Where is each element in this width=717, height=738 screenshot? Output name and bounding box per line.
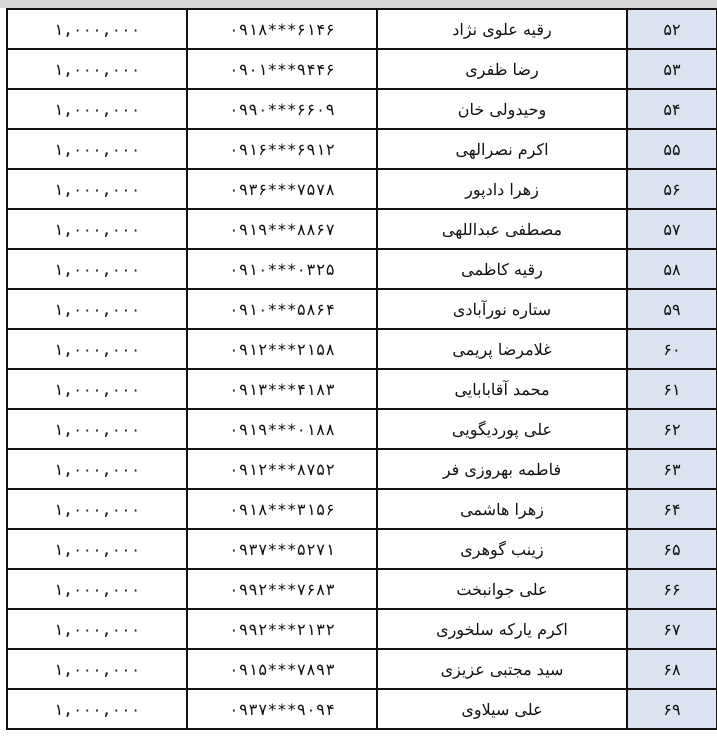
name-cell: سید مجتبی عزیزی (377, 649, 627, 689)
name-cell: علی جوانبخت (377, 569, 627, 609)
name-cell: محمد آقابابایی (377, 369, 627, 409)
amount-cell: ۱,۰۰۰,۰۰۰ (7, 49, 187, 89)
amount-cell: ۱,۰۰۰,۰۰۰ (7, 409, 187, 449)
row-number-cell: ۵۵ (627, 129, 717, 169)
name-cell: علی پوردیگویی (377, 409, 627, 449)
row-number-cell: ۵۷ (627, 209, 717, 249)
table-row (7, 449, 717, 489)
amount-cell: ۱,۰۰۰,۰۰۰ (7, 89, 187, 129)
amount-cell: ۱,۰۰۰,۰۰۰ (7, 689, 187, 729)
phone-cell: ۰۹۱۹***۸۸۶۷ (187, 209, 377, 249)
row-number-cell: ۵۸ (627, 249, 717, 289)
table-row (7, 329, 717, 369)
amount-cell: ۱,۰۰۰,۰۰۰ (7, 449, 187, 489)
phone-cell: ۰۹۱۳***۴۱۸۳ (187, 369, 377, 409)
row-number-cell: ۶۷ (627, 609, 717, 649)
phone-cell: ۰۹۱۲***۸۷۵۲ (187, 449, 377, 489)
row-number-cell: ۵۹ (627, 289, 717, 329)
row-number-cell: ۵۳ (627, 49, 717, 89)
row-number-cell: ۶۹ (627, 689, 717, 729)
table-row (7, 489, 717, 529)
name-cell: اکرم یارکه سلخوری (377, 609, 627, 649)
name-cell: علی سیلاوی (377, 689, 627, 729)
name-cell: زینب گوهری (377, 529, 627, 569)
phone-cell: ۰۹۱۸***۶۱۴۶ (187, 9, 377, 49)
phone-cell: ۰۹۱۵***۷۸۹۳ (187, 649, 377, 689)
table-row (7, 49, 717, 89)
table-row (7, 569, 717, 609)
amount-cell: ۱,۰۰۰,۰۰۰ (7, 289, 187, 329)
name-cell: رقیه کاظمی (377, 249, 627, 289)
phone-cell: ۰۹۱۸***۳۱۵۶ (187, 489, 377, 529)
row-number-cell: ۶۳ (627, 449, 717, 489)
table-row (7, 129, 717, 169)
amount-cell: ۱,۰۰۰,۰۰۰ (7, 249, 187, 289)
row-number-cell: ۶۱ (627, 369, 717, 409)
donor-table-body (7, 9, 717, 729)
row-number-cell: ۶۵ (627, 529, 717, 569)
name-cell: زهرا دادپور (377, 169, 627, 209)
table-row (7, 689, 717, 729)
amount-cell: ۱,۰۰۰,۰۰۰ (7, 129, 187, 169)
page-top-strip (0, 0, 717, 8)
table-row (7, 409, 717, 449)
phone-cell: ۰۹۹۰***۶۶۰۹ (187, 89, 377, 129)
amount-cell: ۱,۰۰۰,۰۰۰ (7, 369, 187, 409)
row-number-cell: ۶۴ (627, 489, 717, 529)
amount-cell: ۱,۰۰۰,۰۰۰ (7, 529, 187, 569)
table-row (7, 369, 717, 409)
row-number-cell: ۶۸ (627, 649, 717, 689)
name-cell: زهرا هاشمی (377, 489, 627, 529)
table-row (7, 529, 717, 569)
name-cell: رضا ظفری (377, 49, 627, 89)
amount-cell: ۱,۰۰۰,۰۰۰ (7, 209, 187, 249)
donor-table (6, 8, 717, 730)
table-row (7, 249, 717, 289)
amount-cell: ۱,۰۰۰,۰۰۰ (7, 9, 187, 49)
name-cell: غلامرضا پریمی (377, 329, 627, 369)
table-row (7, 169, 717, 209)
amount-cell: ۱,۰۰۰,۰۰۰ (7, 649, 187, 689)
amount-cell: ۱,۰۰۰,۰۰۰ (7, 569, 187, 609)
row-number-cell: ۶۰ (627, 329, 717, 369)
row-number-cell: ۵۶ (627, 169, 717, 209)
row-number-cell: ۶۲ (627, 409, 717, 449)
amount-cell: ۱,۰۰۰,۰۰۰ (7, 609, 187, 649)
phone-cell: ۰۹۱۶***۶۹۱۲ (187, 129, 377, 169)
table-row (7, 649, 717, 689)
name-cell: اکرم نصرالهی (377, 129, 627, 169)
row-number-cell: ۵۴ (627, 89, 717, 129)
name-cell: ستاره نورآبادی (377, 289, 627, 329)
phone-cell: ۰۹۱۰***۰۳۲۵ (187, 249, 377, 289)
name-cell: مصطفی عبداللهی (377, 209, 627, 249)
phone-cell: ۰۹۰۱***۹۴۴۶ (187, 49, 377, 89)
row-number-cell: ۵۲ (627, 9, 717, 49)
phone-cell: ۰۹۱۰***۵۸۶۴ (187, 289, 377, 329)
phone-cell: ۰۹۱۲***۲۱۵۸ (187, 329, 377, 369)
phone-cell: ۰۹۳۷***۹۰۹۴ (187, 689, 377, 729)
phone-cell: ۰۹۳۷***۵۲۷۱ (187, 529, 377, 569)
table-row (7, 609, 717, 649)
name-cell: وحیدولی خان (377, 89, 627, 129)
row-number-cell: ۶۶ (627, 569, 717, 609)
table-row (7, 289, 717, 329)
name-cell: فاطمه بهروزی فر (377, 449, 627, 489)
phone-cell: ۰۹۳۶***۷۵۷۸ (187, 169, 377, 209)
name-cell: رقیه علوی نژاد (377, 9, 627, 49)
amount-cell: ۱,۰۰۰,۰۰۰ (7, 169, 187, 209)
phone-cell: ۰۹۹۲***۷۶۸۳ (187, 569, 377, 609)
phone-cell: ۰۹۹۲***۲۱۳۲ (187, 609, 377, 649)
table-row (7, 9, 717, 49)
table-row (7, 89, 717, 129)
phone-cell: ۰۹۱۹***۰۱۸۸ (187, 409, 377, 449)
table-row (7, 209, 717, 249)
amount-cell: ۱,۰۰۰,۰۰۰ (7, 489, 187, 529)
amount-cell: ۱,۰۰۰,۰۰۰ (7, 329, 187, 369)
